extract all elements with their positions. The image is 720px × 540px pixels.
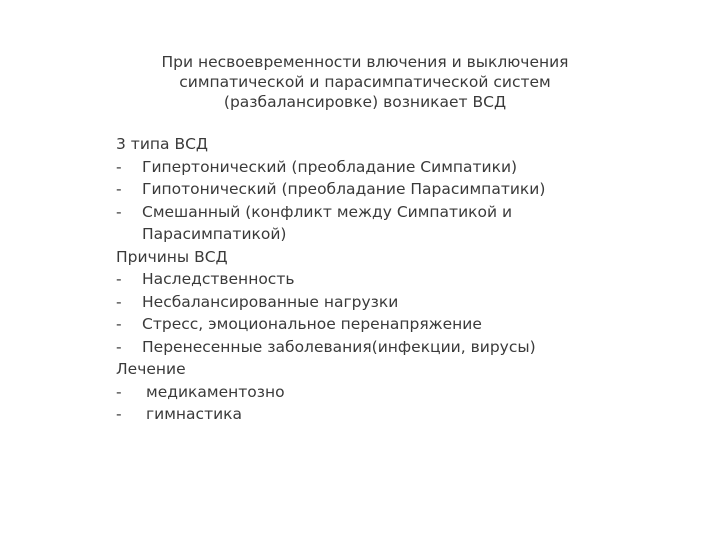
vsd-types-section — [116, 133, 636, 246]
list-item — [116, 268, 636, 291]
vsd-causes-title: Причины ВСД — [116, 247, 228, 266]
list-item-text: Несбалансированные нагрузки — [142, 292, 399, 311]
vsd-causes-section — [116, 246, 636, 359]
heading-line-3: (разбалансировке) возникает ВСД — [223, 93, 507, 111]
list-item — [116, 291, 636, 314]
treatment-section — [116, 358, 636, 426]
bullet-dash: - — [116, 337, 122, 356]
list-item-text: медикаментозно — [146, 382, 285, 401]
list-item — [116, 156, 636, 179]
list-item-text: Смешанный (конфликт между Симпатикой и Парасимпатикой) — [142, 202, 513, 243]
list-item-text: гимнастика — [146, 405, 243, 423]
heading-line-2: симпатической и парасимпатической систем — [179, 73, 551, 91]
treatment-title: Лечение — [116, 360, 186, 378]
list-item — [116, 403, 636, 426]
bullet-dash: - — [116, 292, 122, 311]
list-item — [116, 201, 522, 246]
bullet-dash: - — [116, 180, 122, 198]
list-item — [116, 313, 636, 336]
bullet-dash: - — [116, 382, 122, 401]
bullet-dash: - — [116, 157, 122, 176]
list-item-text: Перенесенные заболевания(инфекции, вирусы) — [142, 337, 536, 356]
list-item — [116, 381, 636, 404]
list-item-text: Гипотонический (преобладание Парасимпатики) — [142, 180, 546, 198]
vsd-types-title: 3 типа ВСД — [116, 135, 209, 153]
slide-body — [116, 133, 636, 426]
list-item-text: Стресс, эмоциональное перенапряжение — [142, 315, 482, 333]
heading-line-1: При несвоевременности влючения и выключения — [161, 53, 569, 71]
list-item — [116, 178, 636, 201]
slide-heading — [120, 52, 610, 112]
list-item — [116, 336, 636, 359]
list-item-text: Гипертонический (преобладание Симпатики) — [142, 157, 518, 176]
bullet-dash: - — [116, 315, 122, 333]
bullet-dash: - — [116, 202, 122, 221]
bullet-dash: - — [116, 270, 122, 288]
bullet-dash: - — [116, 405, 122, 423]
list-item-text: Наследственность — [142, 270, 295, 288]
